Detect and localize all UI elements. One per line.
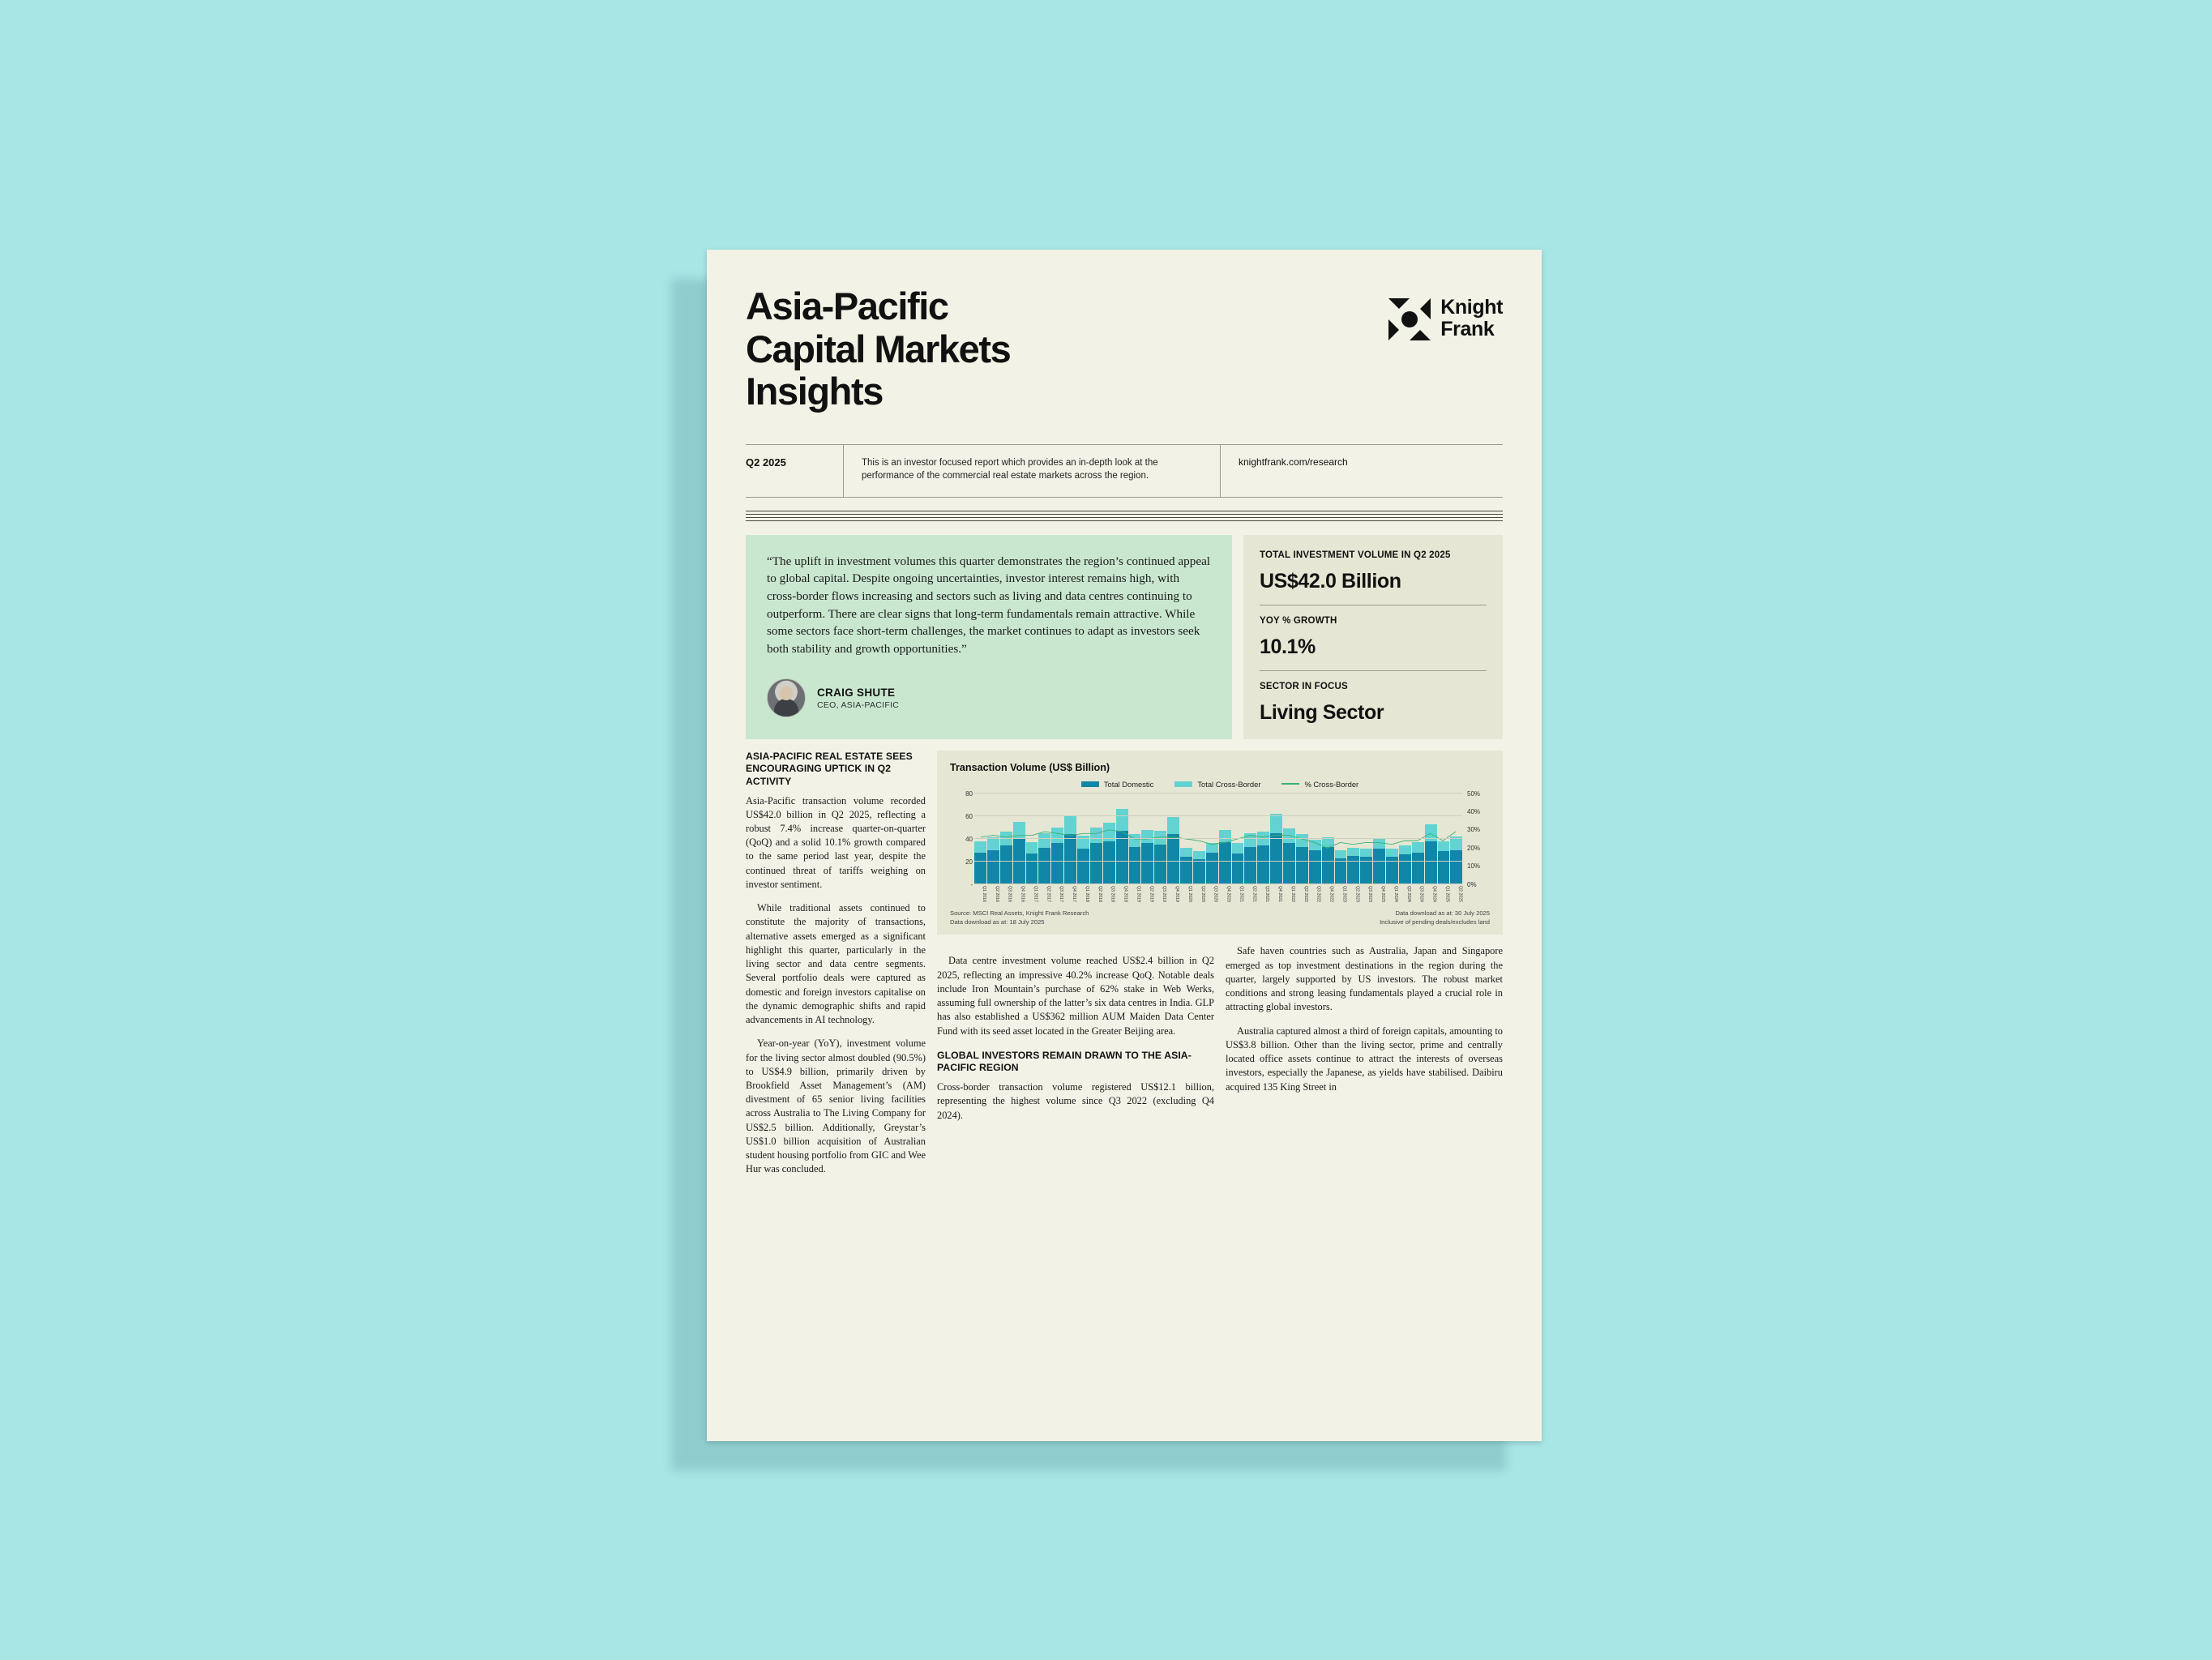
chart-x-tick: Q4 2021 [1277,885,1282,902]
chart-x-tick: Q1 2017 [1033,885,1038,902]
chart-x-tick: Q3 2018 [1110,885,1115,902]
legend-swatch-cross-border [1174,781,1192,787]
chart-x-tick: Q3 2022 [1316,885,1321,902]
chart-x-tick: Q2 2023 [1354,885,1360,902]
chart-plot-area [950,789,1490,902]
chart-x-tick: Q1 2021 [1239,885,1244,902]
chart-x-tick: Q2 2021 [1251,885,1257,902]
chart-x-tick: Q1 2022 [1290,885,1295,902]
stat-label-sector-focus: SECTOR IN FOCUS [1260,681,1348,691]
stat-value-total-volume: US$42.0 Billion [1260,569,1401,593]
report-quarter: Q2 2025 [746,456,786,468]
legend-label-cross-border: Total Cross-Border [1197,779,1261,789]
chart-x-tick: Q1 2020 [1187,885,1192,902]
chart-gridline [974,883,1462,884]
logo-text-line-2: Frank [1440,317,1495,340]
chart-x-tick: Q4 2016 [1020,885,1025,902]
chart-source-right [1380,909,1490,927]
chart-x-tick: Q1 2016 [981,885,986,902]
chart-x-axis-labels [974,886,1462,909]
legend-swatch-domestic [1081,781,1099,787]
chart-plot [974,794,1462,884]
article-paragraph-7: Australia captured almost a third of foreign capitals, amounting to US$3.8 billion. Other than the living sector, prime and centrally located office assets continue to attract the interests of overseas investors, especially the Japanese, as yields have stabilised. Daibiru acquired 135 King Street in [1226,1025,1503,1093]
stat-divider [1260,670,1487,671]
chart-x-tick: Q4 2022 [1328,885,1334,902]
chart-x-tick: Q1 2025 [1444,885,1450,902]
article-paragraph-3: Year-on-year (YoY), investment volume for the living sector almost doubled (90.5%) to US$4.9 billion, primarily driven by Brookfield Asset Management’s (AM) divestment of 65 senior living facilities across Australia to The Living Company for US$2.5 billion. Additionally, Greystar’s US$1.0 billion acquisition of Australian student housing portfolio from GIC and Wee Hur was concluded. [746,1038,926,1175]
masthead [746,285,1503,413]
chart-x-tick: Q4 2023 [1380,885,1385,902]
chart-x-tick: Q4 2017 [1072,885,1076,902]
article-paragraph-4: Data centre investment volume reached US$2.4 billion in Q2 2025, reflecting an impressive 40.2% increase QoQ. Notable deals include Iron Mountain’s purchase of 62% stake in Web Werks, assuming full ownership of the latter’s six data centres in India. GLP has also established a US$362 million AUM Maiden Data Center Fund with its seed asset located in the Greater Beijing area. [937,955,1214,1037]
legend-label-pct: % Cross-Border [1304,779,1359,789]
chart-x-tick: Q3 2024 [1418,885,1424,902]
chart-y-tick-right: 0% [1467,880,1477,888]
article-paragraph-5: Cross-border transaction volume registered US$12.1 billion, representing the highest volume since Q3 2022 (excluding Q4 2024). [937,1081,1214,1121]
title-line-2: Capital Markets [746,327,1011,370]
chart-x-tick: Q4 2019 [1174,885,1179,902]
stat-value-sector-focus: Living Sector [1260,700,1384,724]
article-column-middle [937,944,1214,1122]
quote-author [767,678,1211,717]
chart-source-line-2: Data download as at: 18 July 2025 [950,918,1045,926]
quote-text: “The uplift in investment volumes this quarter demonstrates the region’s continued appeal to global capital. Despite ongoing uncertainties, investor interest remains high, with cross-border flows increasing and sectors such as living and data centres continuing to outperform. There are clear signs that long-term fundamentals remain attractive. While some sectors face short-term challenges, the market continues to adapt as investors seek both stability and growth opportunities.” [767,554,1211,656]
report-description: This is an investor focused report which provides an in-depth look at the performance of the commercial real estate markets across the region. [843,445,1220,497]
highlight-row [746,535,1503,739]
report-page [707,250,1542,1441]
chart-note-line-1: Data download as at: 30 July 2025 [1395,909,1490,917]
article-column-right [1226,944,1503,1122]
chart-y-tick-left: 40 [965,835,973,843]
legend-swatch-pct [1281,783,1299,785]
key-stats-card [1243,535,1503,739]
chart-x-tick: Q2 2016 [994,885,999,902]
stat-label-total-volume: TOTAL INVESTMENT VOLUME IN Q2 2025 [1260,550,1451,560]
transaction-volume-chart [937,751,1503,935]
title-line-3: Insights [746,370,883,413]
article-column-left [746,751,926,1177]
chart-x-tick: Q1 2019 [1136,885,1141,902]
author-role: CEO, ASIA-PACIFIC [817,700,900,710]
chart-x-tick: Q3 2017 [1059,885,1064,902]
chart-y-tick-right: 10% [1467,862,1481,871]
stat-value-yoy-growth: 10.1% [1260,635,1316,658]
chart-x-tick: Q4 2024 [1431,885,1437,902]
chart-x-tick: Q3 2023 [1367,885,1373,902]
chart-gridline [974,861,1462,862]
chart-y-tick-left: - [970,880,973,888]
article-paragraph-6: Safe haven countries such as Australia, Japan and Singapore emerged as top investment destinations in the region during the quarter, largely supported by US investors. The robust market conditions and strong leasing fundamentals played a crucial role in attracting global investors. [1226,945,1503,1013]
article-kicker-2: GLOBAL INVESTORS REMAIN DRAWN TO THE ASIA-PACIFIC REGION [937,1049,1192,1074]
article-kicker-1: ASIA-PACIFIC REAL ESTATE SEES ENCOURAGING UPTICK IN Q2 ACTIVITY [746,750,913,787]
chart-x-tick: Q3 2019 [1162,885,1167,902]
chart-x-tick: Q2 2018 [1097,885,1102,902]
chart-source-left [950,909,1089,927]
chart-x-tick: Q3 2021 [1264,885,1270,902]
title-line-1: Asia-Pacific [746,285,948,327]
chart-y-tick-right: 20% [1467,844,1481,852]
chart-legend [950,780,1490,789]
chart-x-tick: Q4 2018 [1123,885,1128,902]
stat-label-yoy-growth: YOY % GROWTH [1260,615,1337,626]
rule-band [746,511,1503,524]
chart-x-tick: Q2 2025 [1457,885,1463,902]
chart-x-tick: Q2 2022 [1303,885,1308,902]
chart-and-text-column [937,751,1503,1177]
chart-y-tick-right: 50% [1467,789,1481,798]
legend-label-domestic: Total Domestic [1103,779,1154,789]
chart-x-tick: Q2 2019 [1149,885,1154,902]
chart-gridline [974,793,1462,794]
knight-frank-logo [1387,297,1503,342]
chart-title: Transaction Volume (US$ Billion) [950,761,1110,773]
chart-x-tick: Q3 2020 [1213,885,1218,902]
chart-y-tick-left: 60 [965,812,973,820]
chart-y-tick-right: 30% [1467,826,1481,834]
body-row [746,751,1503,1177]
chart-x-tick: Q1 2018 [1084,885,1089,902]
meta-strip [746,444,1503,498]
chart-x-tick: Q2 2020 [1200,885,1205,902]
chart-x-tick: Q4 2020 [1226,885,1231,902]
legend-item-domestic [1081,780,1153,789]
chart-source-line-1: Source: MSCI Real Assets, Knight Frank Research [950,909,1089,917]
chart-x-tick: Q2 2017 [1046,885,1051,902]
legend-item-pct-cross-border [1281,780,1358,789]
article-lower-columns [937,944,1503,1122]
chart-note-line-2: Inclusive of pending deals/excludes land [1380,918,1490,926]
author-name: CRAIG SHUTE [817,686,896,699]
page-title [746,285,1010,413]
chart-y-tick-left: 80 [965,789,973,798]
chart-x-tick: Q1 2023 [1341,885,1347,902]
chart-x-tick: Q2 2024 [1405,885,1411,902]
article-paragraph-2: While traditional assets continued to constitute the majority of transactions, alternative assets emerged as a significant highlight this quarter, particularly in the living sector and data centre segments. Several portfolio deals were captured as domestic and foreign investors capitalise on the dynamic demographic shifts and rapid advancements in AI technology. [746,902,926,1026]
article-paragraph-1: Asia-Pacific transaction volume recorded US$42.0 billion in Q2 2025, reflecting a robust 7.4% increase quarter-on-quarter (QoQ) and a solid 10.1% growth compared to the same period last year, despite the continued threat of tariffs weighing on investor sentiment. [746,794,926,890]
chart-y-tick-right: 40% [1467,808,1481,816]
chart-gridline [974,815,1462,816]
knight-frank-logo-icon [1387,297,1432,342]
ceo-quote-card [746,535,1232,739]
chart-gridline [974,838,1462,839]
legend-item-cross-border [1174,780,1260,789]
chart-y-axis-right [1467,789,1490,888]
logo-text-line-1: Knight [1440,296,1503,319]
chart-y-tick-left: 20 [965,858,973,866]
chart-pct-line [974,794,1462,884]
chart-x-tick: Q1 2024 [1393,885,1398,902]
chart-y-axis-left [950,789,973,888]
research-url[interactable]: knightfrank.com/research [1220,445,1441,497]
chart-x-tick: Q3 2016 [1007,885,1012,902]
chart-footnotes [950,909,1490,927]
avatar [767,678,806,717]
